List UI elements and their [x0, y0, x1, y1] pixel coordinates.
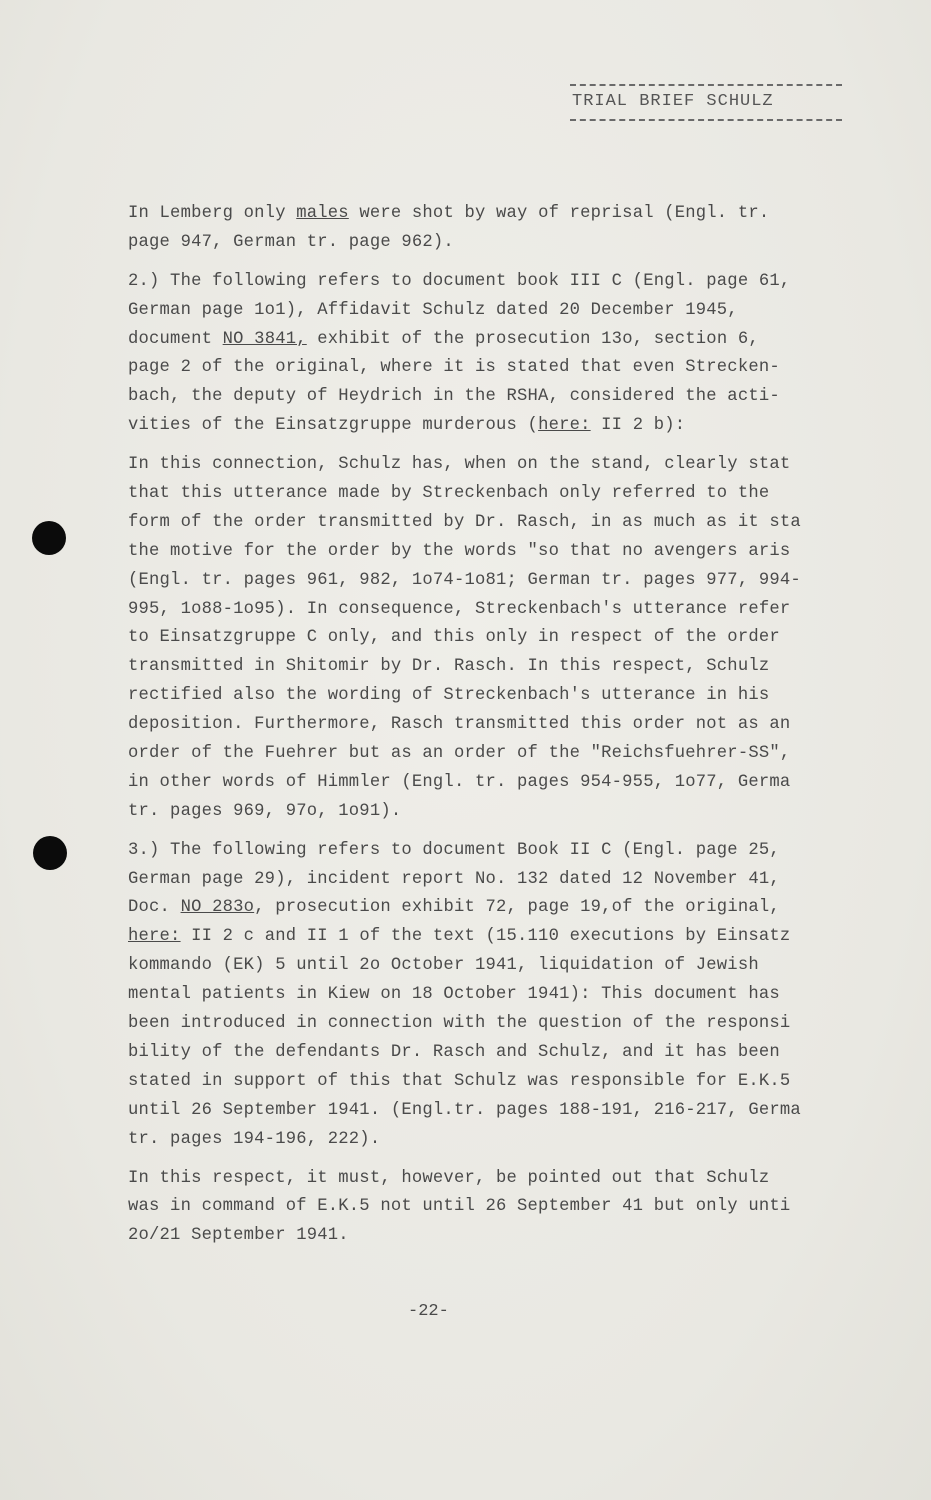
header-block	[570, 84, 842, 121]
text-line: tr. pages 194-196, 222).	[128, 1129, 381, 1149]
text-line: (Engl. tr. pages 961, 982, 1o74-1o81; German tr. pages 977, 994-	[128, 570, 801, 590]
text-line: stated in support of this that Schulz was responsible for E.K.5	[128, 1071, 791, 1091]
text-line: 995, 1o88-1o95). In consequence, Streckenbach's utterance refer	[128, 599, 791, 619]
text-line: rectified also the wording of Streckenbach's utterance in his	[128, 686, 770, 706]
punch-hole-top	[32, 521, 66, 555]
document-body	[128, 200, 888, 1251]
text-line: been introduced in connection with the question of the responsi	[128, 1014, 791, 1034]
text-line: transmitted in Shitomir by Dr. Rasch. In this respect, Schulz	[128, 657, 770, 677]
paragraph	[128, 837, 888, 1155]
text-line: German page 1o1), Affidavit Schulz dated 20 December 1945,	[128, 300, 738, 320]
text-line: tr. pages 969, 97o, 1o91).	[128, 801, 402, 821]
text-line: 2o/21 September 1941.	[128, 1226, 349, 1246]
text-line: the motive for the order by the words "so that no avengers aris	[128, 541, 791, 561]
text-line: in other words of Himmler (Engl. tr. pages 954-955, 1o77, Germa	[128, 772, 791, 792]
paragraph-gap	[128, 827, 888, 837]
paragraph	[128, 268, 888, 441]
text-line: until 26 September 1941. (Engl.tr. pages 188-191, 216-217, Germa	[128, 1100, 801, 1120]
text-line: form of the order transmitted by Dr. Rasch, in as much as it sta	[128, 512, 801, 532]
text-line: 2.) The following refers to document book III C (Engl. page 61,	[128, 271, 791, 291]
text-line: document NO 3841, exhibit of the prosecution 13o, section 6,	[128, 329, 759, 349]
text-line: kommando (EK) 5 until 2o October 1941, liquidation of Jewish	[128, 956, 759, 976]
page-number: -22-	[408, 1302, 449, 1321]
text-line: In this connection, Schulz has, when on the stand, clearly stat	[128, 455, 791, 475]
paragraph	[128, 1165, 888, 1252]
text-line: page 2 of the original, where it is stated that even Strecken-	[128, 358, 780, 378]
text-line: was in command of E.K.5 not until 26 September 41 but only unti	[128, 1197, 791, 1217]
text-line: bility of the defendants Dr. Rasch and Schulz, and it has been	[128, 1042, 780, 1062]
punch-hole-bottom	[33, 836, 67, 870]
text-line: In this respect, it must, however, be pointed out that Schulz	[128, 1168, 770, 1188]
text-line: order of the Fuehrer but as an order of the "Reichsfuehrer-SS",	[128, 744, 791, 764]
paragraph-gap	[128, 258, 888, 268]
paragraph	[128, 451, 888, 827]
text-line: Doc. NO 283o, prosecution exhibit 72, page 19,of the original,	[128, 898, 780, 918]
text-line: 3.) The following refers to document Book II C (Engl. page 25,	[128, 840, 780, 860]
paragraph-gap	[128, 1155, 888, 1165]
text-line: page 947, German tr. page 962).	[128, 232, 454, 252]
text-line: to Einsatzgruppe C only, and this only in respect of the order	[128, 628, 780, 648]
text-line: deposition. Furthermore, Rasch transmitted this order not as an	[128, 715, 791, 735]
text-line: mental patients in Kiew on 18 October 1941): This document has	[128, 985, 780, 1005]
text-line: bach, the deputy of Heydrich in the RSHA, considered the acti-	[128, 387, 780, 407]
paragraph	[128, 200, 888, 258]
document-title: TRIAL BRIEF SCHULZ	[572, 92, 774, 111]
text-line: German page 29), incident report No. 132 dated 12 November 41,	[128, 869, 780, 889]
paragraph-gap	[128, 441, 888, 451]
text-line: In Lemberg only males were shot by way of reprisal (Engl. tr.	[128, 204, 770, 223]
text-line: vities of the Einsatzgruppe murderous (here: II 2 b):	[128, 416, 686, 436]
header-rule-bottom	[570, 119, 842, 121]
text-line: that this utterance made by Streckenbach only referred to the	[128, 484, 770, 504]
text-line: here: II 2 c and II 1 of the text (15.110 executions by Einsatz	[128, 927, 791, 947]
